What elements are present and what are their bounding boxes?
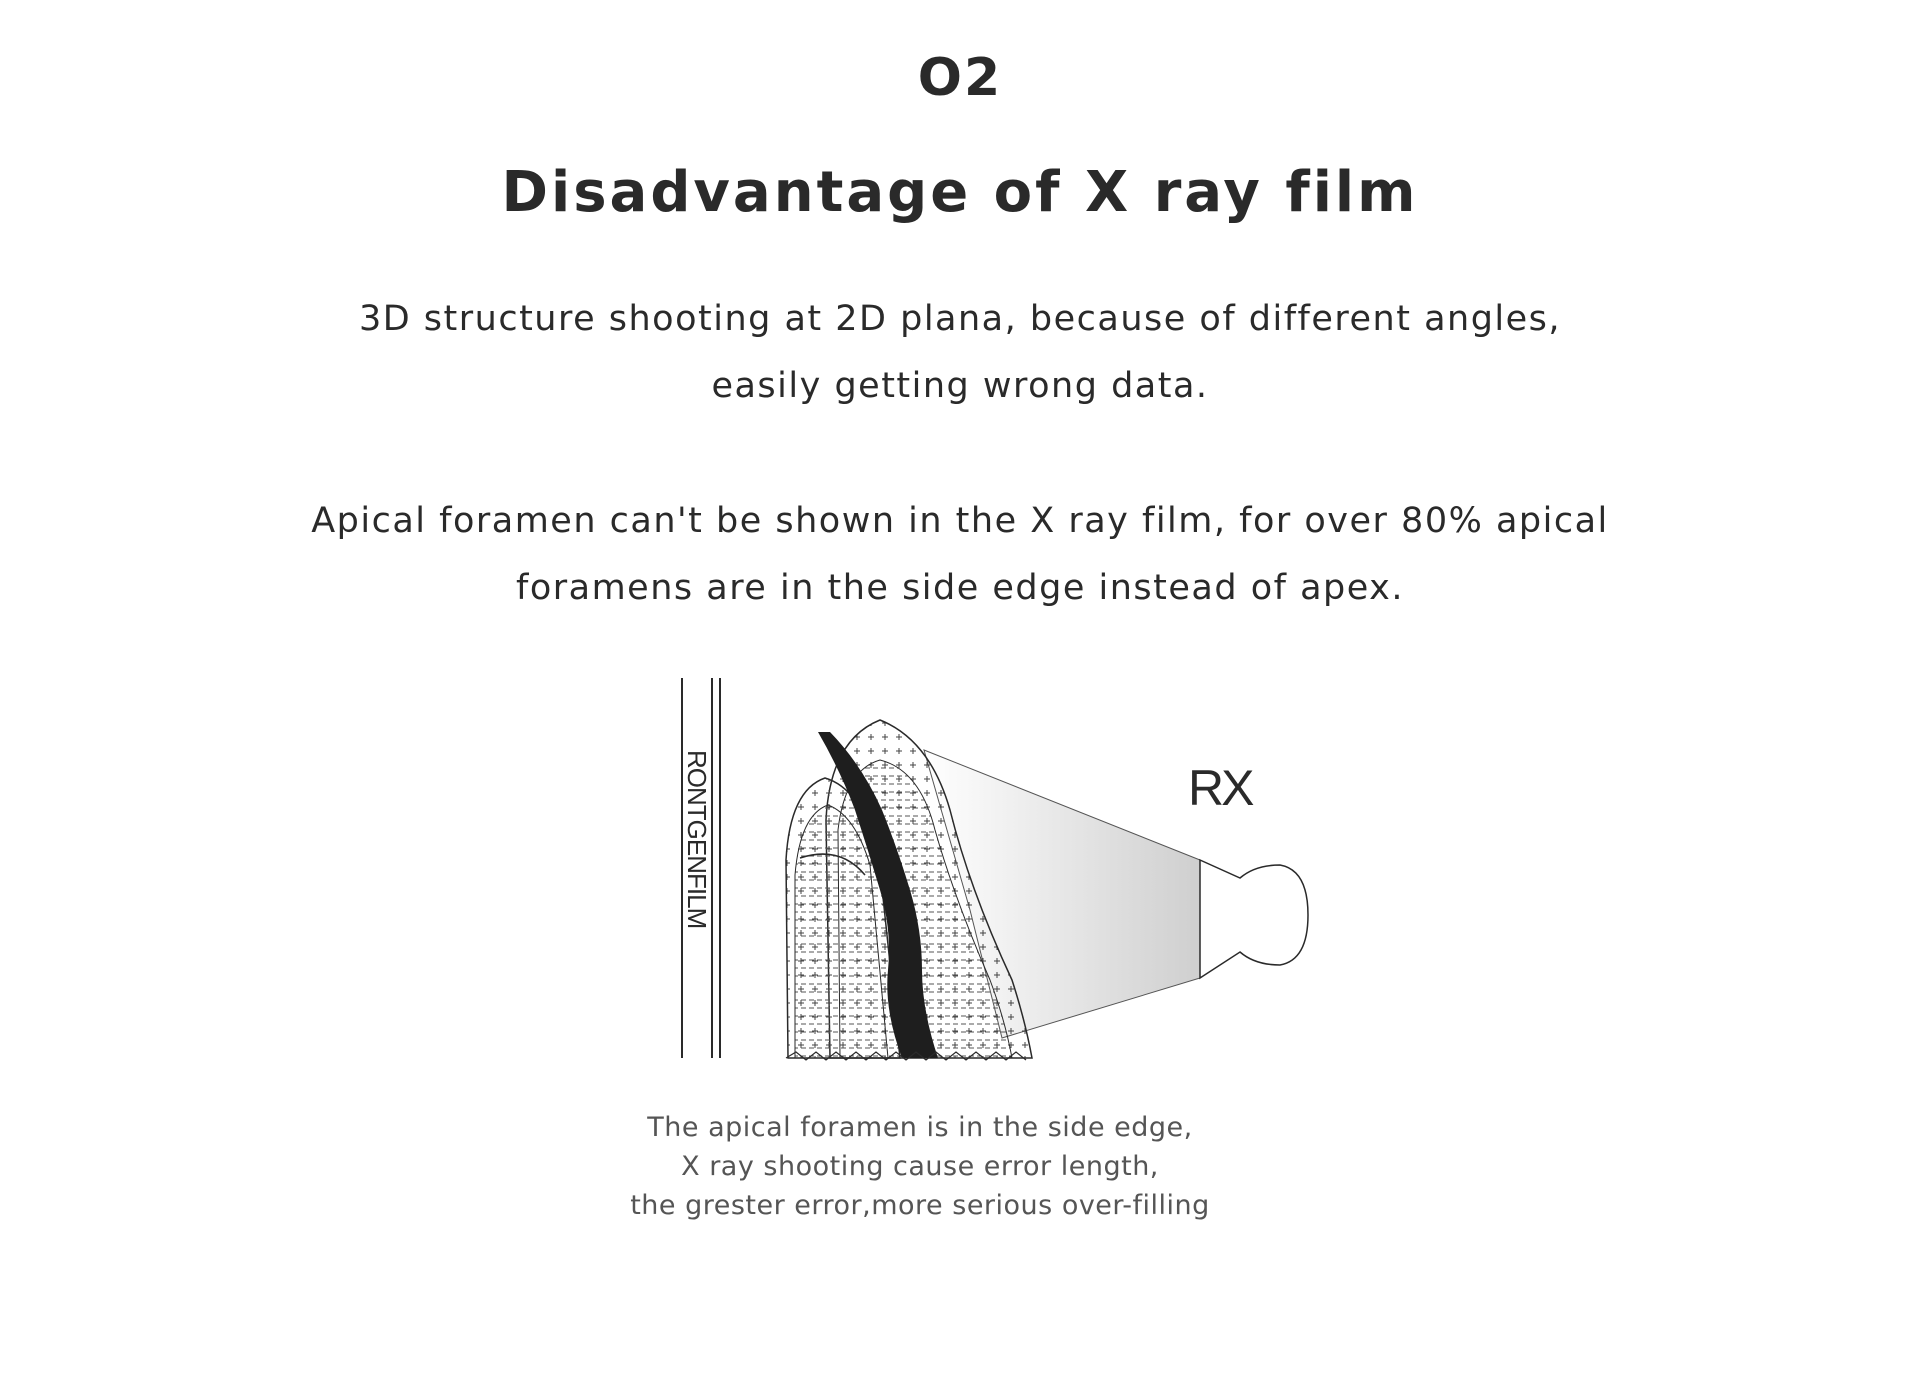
caption-line: X ray shooting cause error length, [681, 1151, 1159, 1182]
paragraph-line: Apical foramen can't be shown in the X ray film, for over 80% apical [311, 501, 1609, 541]
paragraph-line: 3D structure shooting at 2D plana, because of different angles, [358, 299, 1562, 339]
paragraph-line: foramens are in the side edge instead of apex. [516, 568, 1404, 608]
source-label: RX [1188, 760, 1252, 816]
caption-line: the grester error,more serious over-filling [630, 1190, 1210, 1221]
paragraph-apical-foramen [200, 488, 1720, 622]
diagram-caption [560, 1108, 1280, 1225]
caption-line: The apical foramen is in the side edge, [647, 1112, 1193, 1143]
film-label: RONTGENFILM [682, 750, 712, 929]
paragraph-3d-structure [200, 286, 1720, 420]
paragraph-line: easily getting wrong data. [711, 366, 1209, 406]
page-title: Disadvantage of X ray film [501, 160, 1419, 225]
xray-diagram [640, 660, 1320, 1080]
section-number: O2 [917, 48, 1003, 108]
xray-source [1200, 860, 1308, 978]
